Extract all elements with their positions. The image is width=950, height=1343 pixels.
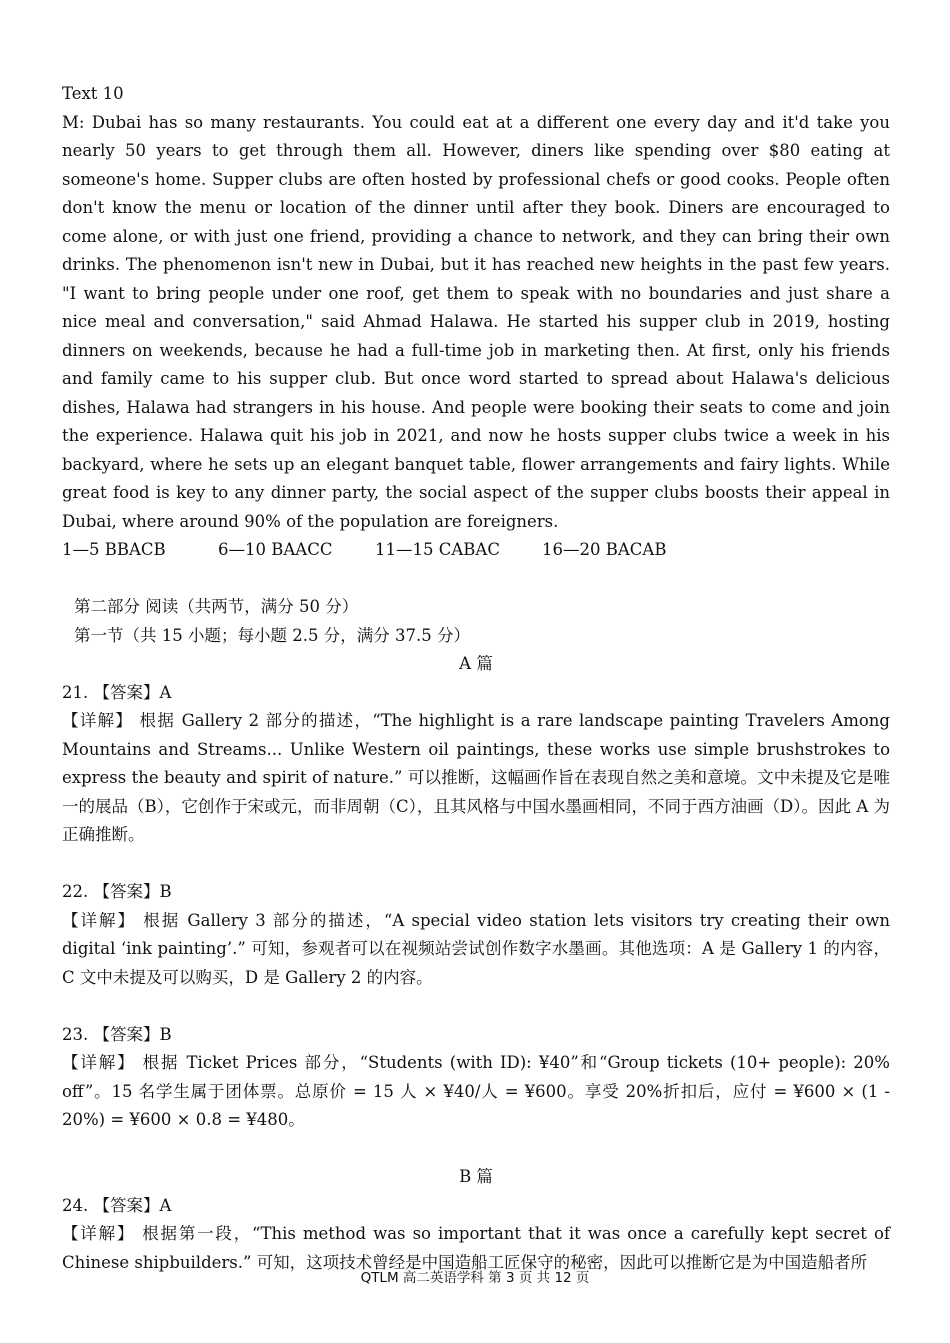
listening-answers xyxy=(62,536,890,565)
spacer xyxy=(62,565,890,594)
q22-detail: 【详解】 根据 Gallery 3 部分的描述，“A special video station lets visitors try creating their own digital ‘ink painting’.” 可知，参观者可以在视频站尝试创作数字水墨画。其他选项：A 是 Gallery 1 的内容，C 文中未提及可以购买，D 是 Gallery 2 的内容。 xyxy=(62,910,890,987)
answer-group-2: 6—10 BAACC xyxy=(218,540,333,559)
q21-detail: 【详解】 根据 Gallery 2 部分的描述，“The highlight is a rare landscape painting Travelers Among Mountains and Streams... Unlike Western oil paintings, these works use simple brushstrokes to express the beauty and spirit of nature.” 可以推断，这幅画作旨在表现自然之美和意境。文中未提及它是唯一的展品（B），它创作于宋或元，而非周朝（C），且其风格与中国水墨画相同，不同于西方油画（D）。因此 A 为正确推断。 xyxy=(62,711,890,844)
q23-detail: 【详解】 根据 Ticket Prices 部分，“Students (with ID): ¥40”和“Group tickets (10+ people): 20% off”。15 名学生属于团体票。总原价 = 15 人 × ¥40/人 = ¥600。享受 20%折扣后，应付 = ¥600 × (1 - 20%) = ¥600 × 0.8 = ¥480。 xyxy=(62,1053,890,1129)
spacer xyxy=(62,992,890,1021)
q23-answer: 23. 【答案】B xyxy=(62,1024,172,1044)
passage-b-title: B 篇 xyxy=(459,1167,493,1186)
q24-answer: 24. 【答案】A xyxy=(62,1195,172,1215)
document-body xyxy=(62,80,890,1277)
spacer xyxy=(62,850,890,879)
q21-answer: 21. 【答案】A xyxy=(62,682,172,702)
spacer xyxy=(62,1135,890,1164)
q22-answer: 22. 【答案】B xyxy=(62,882,172,901)
text10-heading: Text 10 xyxy=(62,84,124,103)
answer-group-3: 11—15 CABAC xyxy=(375,540,500,559)
part2-title: 第二部分 阅读（共两节，满分 50 分） xyxy=(74,597,359,616)
answer-group-1: 1—5 BBACB xyxy=(62,540,166,559)
part2-section1-title: 第一节（共 15 小题；每小题 2.5 分，满分 37.5 分） xyxy=(74,625,470,645)
q24-detail: 【详解】 根据第一段，“This method was so important that it was once a carefully kept secret of Chinese shipbuilders.” 可知，这项技术曾经是中国造船工匠保守的秘密，因此可以推断它是为中国造船者所 xyxy=(62,1224,890,1272)
text10-transcript: M: Dubai has so many restaurants. You could eat at a different one every day and it'd take you nearly 50 years to get through them all. However, diners like spending over $80 eating at someone's home. Supper clubs are often hosted by professional chefs or good cooks. People often don't know the menu or location of the dinner until after they book. Diners are encouraged to come alone, or with just one friend, providing a chance to network, and they can bring their own drinks. The phenomenon isn't new in Dubai, but it has reached new heights in the past few years. "I want to bring people under one roof, get them to speak with no boundaries and just share a nice meal and conversation," said Ahmad Halawa. He started his supper club in 2019, hosting dinners on weekends, because he had a full-time job in marketing then. At first, only his friends and family came to his supper club. But once word started to spread about Halawa's delicious dishes, Halawa had strangers in his house. And people were booking their seats to come and join the experience. Halawa quit his job in 2021, and now he hosts supper clubs twice a week in his backyard, where he sets up an elegant banquet table, flower arrangements and fairy lights. While great food is key to any dinner party, the social aspect of the supper clubs boosts their appeal in Dubai, where around 90% of the population are foreigners. xyxy=(62,112,890,531)
answer-group-4: 16—20 BACAB xyxy=(542,540,667,559)
page-footer: QTLM 高二英语学科 第 3 页 共 12 页 xyxy=(360,1270,590,1286)
passage-a-title: A 篇 xyxy=(459,654,493,673)
